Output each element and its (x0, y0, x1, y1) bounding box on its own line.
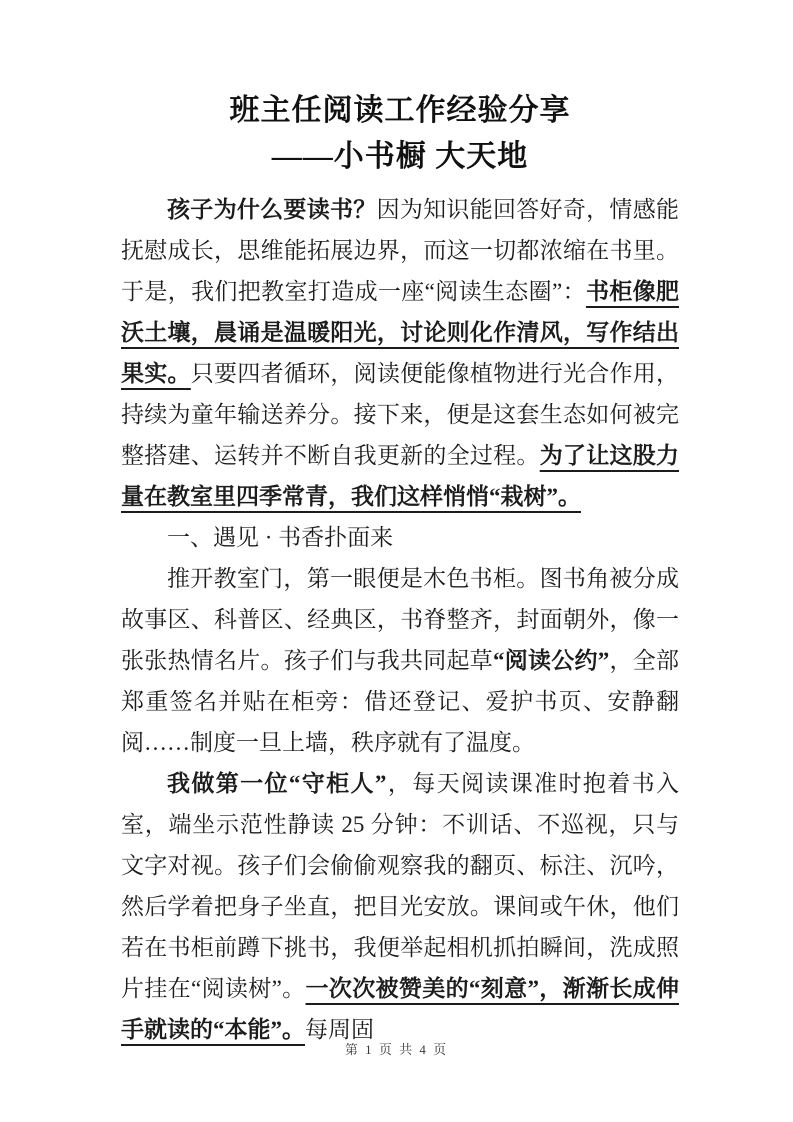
document-subtitle: ——小书橱 大天地 (271, 140, 529, 173)
section-heading (121, 517, 679, 558)
document-body (121, 189, 679, 1050)
page-footer (0, 1039, 793, 1058)
paragraph-bookcorner (121, 558, 679, 763)
lead-question-bold: 孩子为什么要读书？ (167, 197, 377, 222)
section-heading-text: 一、遇见 · 书香扑面来 (167, 525, 394, 550)
document-content (121, 88, 679, 1050)
keeper-emphasis-underline: 一次次被赞美的“刻意”，渐渐长成伸手就读的“本能”。 (121, 976, 680, 1042)
paragraph-intro (121, 189, 679, 517)
intro-emphasis-underline-1: 书柜像肥沃土壤，晨诵是温暖阳光，讨论则化作清风，写作结出果实。 (121, 279, 680, 386)
document-title: 班主任阅读工作经验分享 (229, 94, 571, 127)
reading-pact-bold: “阅读公约” (493, 648, 610, 673)
paragraph-keeper-text-1: ，每天阅读课准时抱着书入室，端坐示范性静读 25 分钟：不训话、不巡视，只与文字对视。孩子们会偷偷观察我的翻页、标注、沉吟，然后学着把身子坐直，把目光安放。课间或午休，他们若在书柜前蹲下挑书，我便举起相机抓拍瞬间，洗成照片挂在“阅读树”。 (121, 771, 680, 1001)
paragraph-bookcorner-text-1: 推开教室门，第一眼便是木色书柜。图书角被分成故事区、科普区、经典区，书脊整齐，封面朝外，像一张张热情名片。孩子们与我共同起草 (121, 566, 679, 673)
paragraph-bookcorner-text-2: ，全部郑重签名并贴在柜旁：借还登记、爱护书页、安静翻阅……制度一旦上墙，秩序就有了温度。 (121, 648, 679, 755)
keeper-lead-bold: 我做第一位“守柜人” (167, 771, 387, 796)
paragraph-keeper (121, 763, 679, 1050)
paragraph-keeper-text-2: 每周固 (305, 1017, 374, 1042)
paragraph-intro-text-1: 因为知识能回答好奇，情感能抚慰成长，思维能拓展边界，而这一切都浓缩在书里。于是，我们把教室打造成一座“阅读生态圈”： (121, 197, 680, 304)
page-number-indicator: 第 1 页 共 4 页 (344, 1042, 449, 1057)
intro-emphasis-underline-2: 为了让这股力量在教室里四季常青，我们这样悄悄“栽树”。 (121, 443, 680, 509)
paragraph-intro-text-2: 只要四者循环，阅读便能像植物进行光合作用，持续为童年输送养分。接下来，便是这套生态如何被完整搭建、运转并不断自我更新的全过程。 (121, 361, 680, 468)
